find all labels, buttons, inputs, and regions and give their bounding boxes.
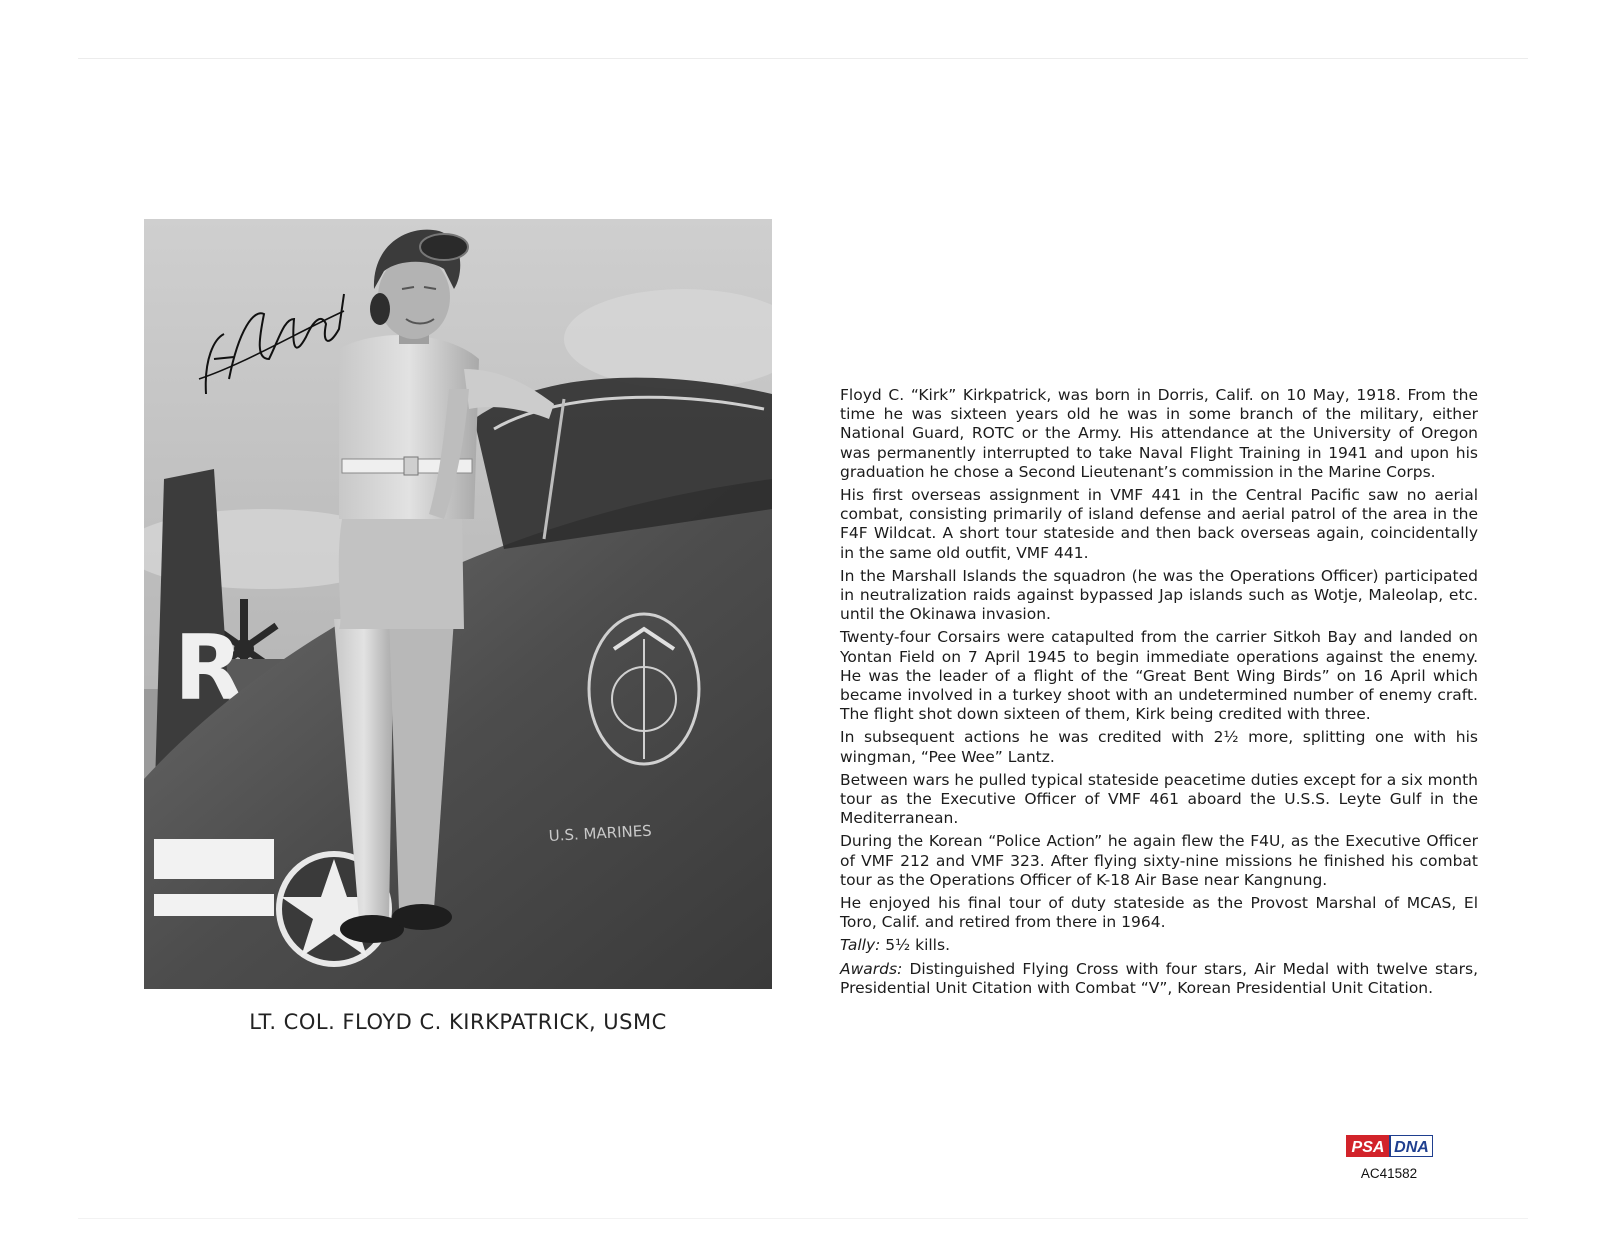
awards-value: Distinguished Flying Cross with four stars, Air Medal with twelve stars, Presidential Unit Citation with Combat “V”, Korean Presidential Unit Citation. xyxy=(840,959,1478,997)
bio-paragraph: In the Marshall Islands the squadron (he was the Operations Officer) participated in neutralization raids against bypassed Jap islands such as Wotje, Maleolap, etc. until the Okinawa invasion. xyxy=(840,566,1478,624)
bio-paragraph: In subsequent actions he was credited with 2½ more, splitting one with his wingman, “Pee Wee” Lantz. xyxy=(840,728,1478,766)
bio-paragraph: Floyd C. “Kirk” Kirkpatrick, was born in Dorris, Calif. on 10 May, 1918. From the time he was sixteen years old he was in some branch of the military, either National Guard, ROTC or the Army. His attendance at the University of Oregon was permanently interrupted to take Naval Flight Training in 1941 and upon his graduation he chose a Second Lieutenant’s commission in the Marine Corps. xyxy=(840,386,1478,481)
tally-value: 5½ kills. xyxy=(880,936,950,955)
tally-label: Tally: xyxy=(840,936,881,955)
bio-paragraph: During the Korean “Police Action” he again flew the F4U, as the Executive Officer of VMF 212 and VMF 323. After flying sixty-nine missions he finished his combat tour as the Operations Officer of K-18 Air Base near Kangnung. xyxy=(840,832,1478,889)
awards-label: Awards: xyxy=(840,959,903,978)
tally-line xyxy=(840,936,1478,955)
bottom-border-line xyxy=(78,1218,1528,1219)
bio-paragraph: Twenty-four Corsairs were catapulted from the carrier Sitkoh Bay and landed on Yontan Field on 7 April 1945 to begin immediate operations against the enemy. He was the leader of a flight of the “Great Bent Wing Birds” on 16 April which became involved in a turkey shoot with an undetermined number of enemy craft. The flight shot down sixteen of them, Kirk being credited with three. xyxy=(840,628,1478,724)
top-border-line xyxy=(78,58,1528,59)
fuselage-marking: U.S. MARINES xyxy=(548,821,653,845)
tail-letter: R xyxy=(174,616,244,721)
bio-paragraph: He enjoyed his final tour of duty stateside as the Provost Marshal of MCAS, El Toro, Calif. and retired from there in 1964. xyxy=(840,894,1478,932)
photo-caption: LT. COL. FLOYD C. KIRKPATRICK, USMC xyxy=(249,1010,667,1034)
psa-dna-logo xyxy=(1346,1135,1433,1157)
psa-logo-text: PSA xyxy=(1351,1139,1385,1156)
bio-paragraph: His first overseas assignment in VMF 441 in the Central Pacific saw no aerial combat, consisting primarily of island defense and aerial patrol of the area in the F4F Wildcat. A short tour stateside and then back overseas again, coincidentally in the same old outfit, VMF 441. xyxy=(840,486,1478,562)
pilot-photo xyxy=(144,219,772,989)
bio-paragraph: Between wars he pulled typical stateside peacetime duties except for a six month tour as the Executive Officer of VMF 461 aboard the U.S.S. Leyte Gulf in the Mediterranean. xyxy=(840,770,1478,828)
awards-line xyxy=(840,960,1478,998)
dna-logo-text: DNA xyxy=(1394,1139,1429,1156)
biography-text xyxy=(840,386,1478,1002)
certification-number: AC41582 xyxy=(1360,1166,1418,1181)
